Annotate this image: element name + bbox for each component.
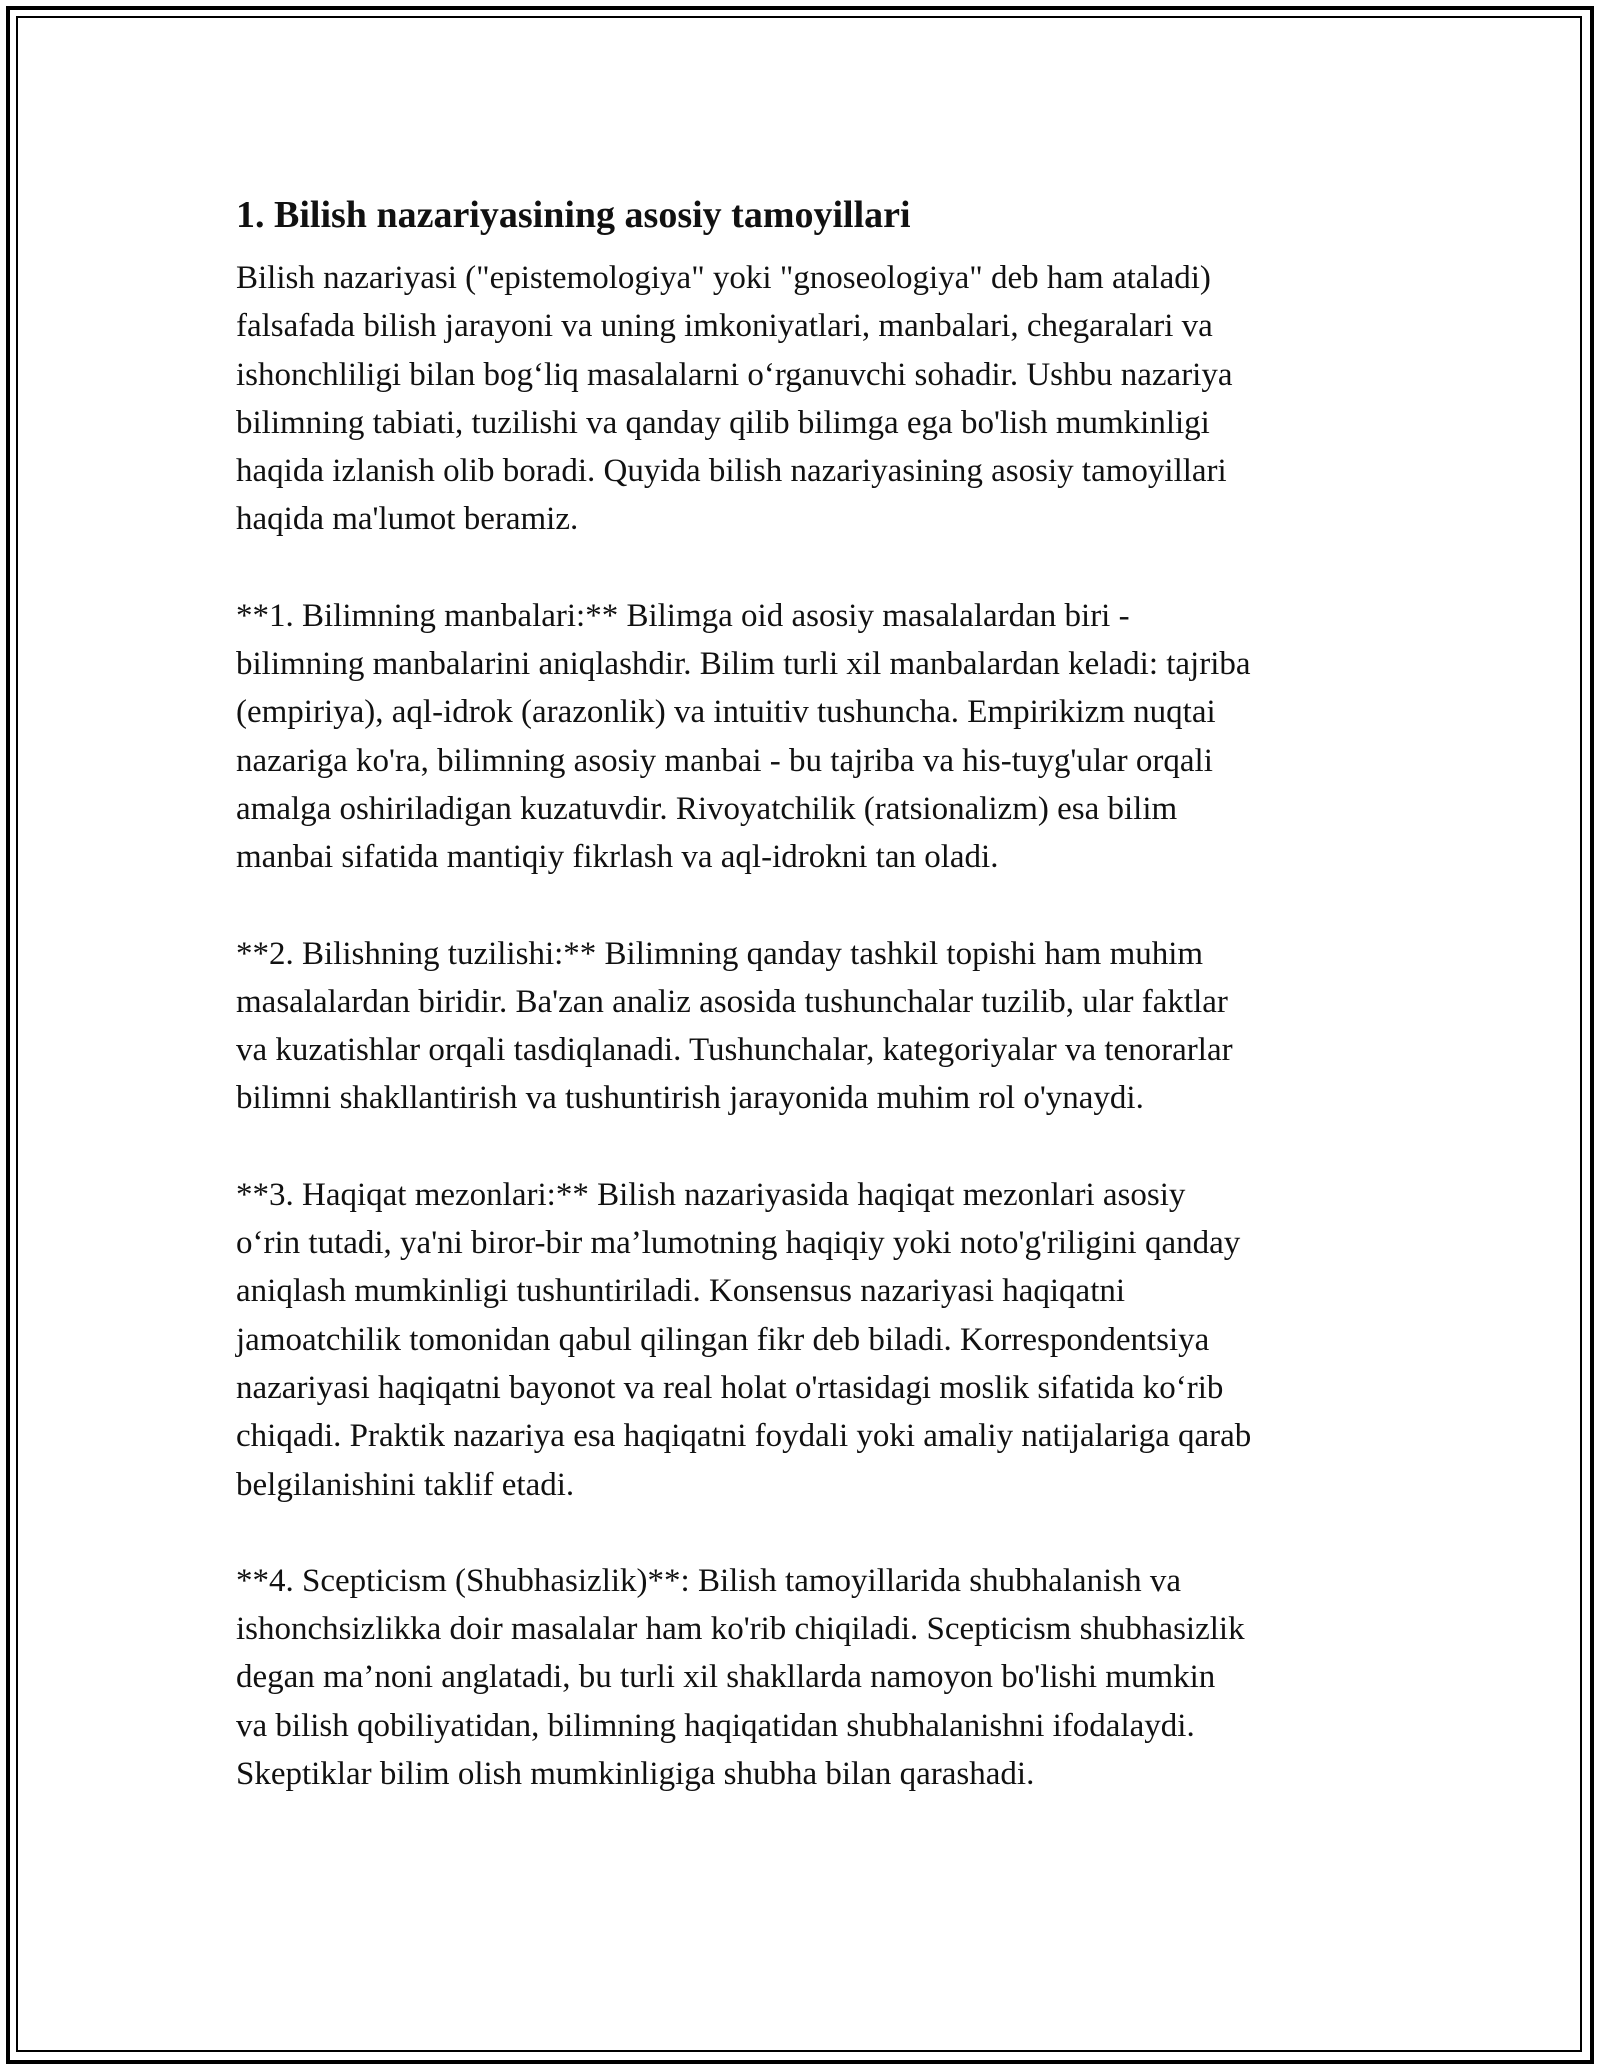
document-body — [236, 190, 1376, 1846]
text-line: haqida izlanish olib boradi. Quyida bilish nazariyasining asosiy tamoyillari — [236, 453, 1227, 490]
paragraph-intro — [236, 254, 1376, 544]
text-line: bilimning manbalarini aniqlashdir. Bilim turli xil manbalardan keladi: tajriba — [236, 646, 1251, 683]
text-line: o‘rin tutadi, ya'ni biror-bir ma’lumotning haqiqiy yoki noto'g'riligini qanday — [236, 1225, 1241, 1262]
text-line: manbai sifatida mantiqiy fikrlash va aql-idrokni tan oladi. — [236, 839, 999, 876]
paragraph-scepticism — [236, 1557, 1376, 1798]
text-line: bilimning tabiati, tuzilishi va qanday qilib bilimga ega bo'lish mumkinligi — [236, 404, 1210, 441]
text-line: **3. Haqiqat mezonlari:** Bilish nazariyasida haqiqat mezonlari asosiy — [236, 1176, 1186, 1213]
page-title: 1. Bilish nazariyasining asosiy tamoyillari — [236, 194, 911, 236]
text-line: ishonchsizlikka doir masalalar ham ko'rib chiqiladi. Scepticism shubhasizlik — [236, 1611, 1245, 1648]
text-line: belgilanishini taklif etadi. — [236, 1466, 575, 1503]
text-line: degan ma’noni anglatadi, bu turli xil shakllarda namoyon bo'lishi mumkin — [236, 1659, 1216, 1696]
text-line: aniqlash mumkinligi tushuntiriladi. Konsensus nazariyasi haqiqatni — [236, 1273, 1126, 1310]
text-line: falsafada bilish jarayoni va uning imkoniyatlari, manbalari, chegaralari va — [236, 308, 1213, 345]
text-line: bilimni shakllantirish va tushuntirish jarayonida muhim rol o'ynaydi. — [236, 1080, 1144, 1117]
text-line: nazariga ko'ra, bilimning asosiy manbai - bu tajriba va his-tuyg'ular orqali — [236, 742, 1213, 779]
text-line: **4. Scepticism (Shubhasizlik)**: Bilish tamoyillarida shubhalanish va — [236, 1562, 1181, 1599]
text-line: haqida ma'lumot beramiz. — [236, 501, 579, 538]
text-line: masalalardan biridir. Ba'zan analiz asosida tushunchalar tuzilib, ular faktlar — [236, 983, 1228, 1020]
text-line: (empiriya), aql-idrok (arazonlik) va intuitiv tushuncha. Empirikizm nuqtai — [236, 694, 1216, 731]
text-line: va bilish qobiliyatidan, bilimning haqiqatidan shubhalanishni ifodalaydi. — [236, 1707, 1195, 1744]
text-line: chiqadi. Praktik nazariya esa haqiqatni foydali yoki amaliy natijalariga qarab — [236, 1418, 1252, 1455]
text-line: nazariyasi haqiqatni bayonot va real holat o'rtasidagi moslik sifatida ko‘rib — [236, 1369, 1224, 1406]
paragraph-bilishning-tuzilishi — [236, 930, 1376, 1123]
text-line: ishonchliligi bilan bog‘liq masalalarni o‘rganuvchi sohadir. Ushbu nazariya — [236, 356, 1233, 393]
text-line: Skeptiklar bilim olish mumkinligiga shubha bilan qarashadi. — [236, 1756, 1035, 1793]
text-line: amalga oshiriladigan kuzatuvdir. Rivoyatchilik (ratsionalizm) esa bilim — [236, 790, 1178, 827]
text-line: **2. Bilishning tuzilishi:** Bilimning qanday tashkil topishi ham muhim — [236, 935, 1204, 972]
text-line: **1. Bilimning manbalari:** Bilimga oid asosiy masalalardan biri - — [236, 597, 1130, 634]
paragraph-haqiqat-mezonlari — [236, 1171, 1376, 1509]
text-line: Bilish nazariyasi ("epistemologiya" yoki "gnoseologiya" deb ham ataladi) — [236, 260, 1211, 296]
text-line: va kuzatishlar orqali tasdiqlanadi. Tushunchalar, kategoriyalar va tenorarlar — [236, 1032, 1233, 1069]
text-line: jamoatchilik tomonidan qabul qilingan fikr deb biladi. Korrespondentsiya — [236, 1321, 1210, 1358]
paragraph-bilimning-manbalari — [236, 592, 1376, 882]
